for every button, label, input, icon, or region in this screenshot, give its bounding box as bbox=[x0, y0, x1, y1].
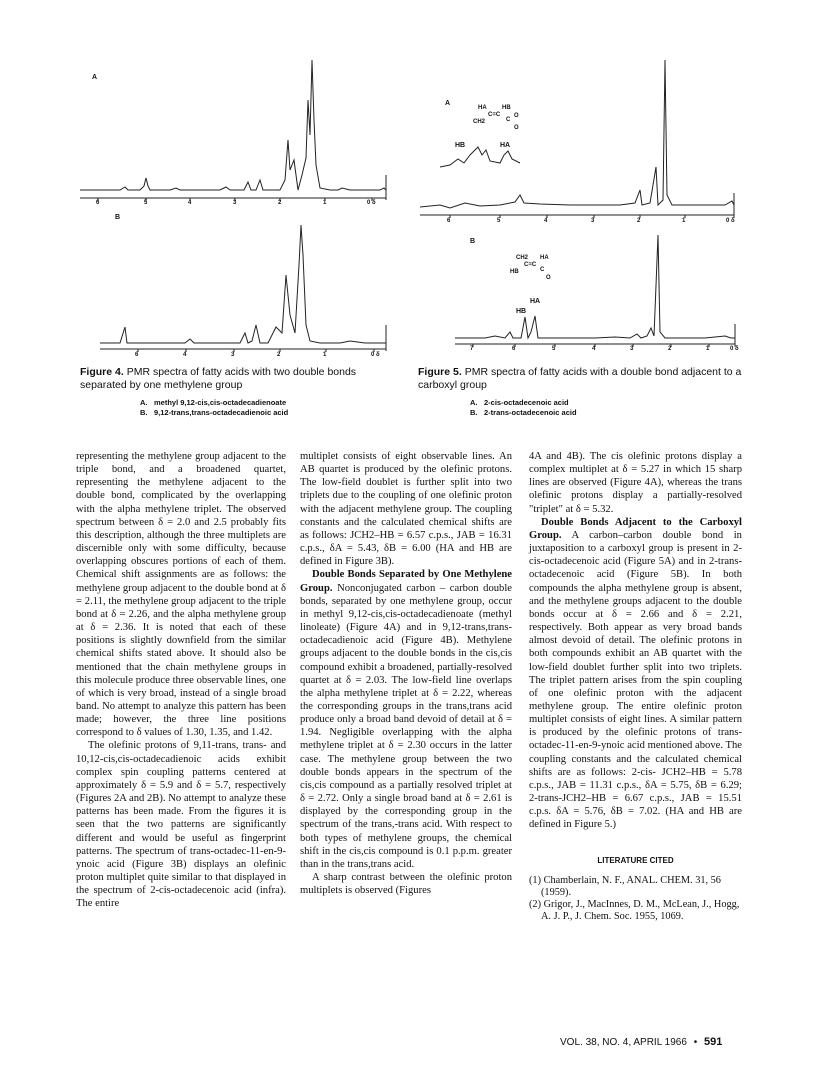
structure-atom: HA bbox=[478, 105, 487, 111]
axis-tick: 4 bbox=[188, 200, 192, 206]
legend-item: A. 2-cis-octadecenoic acid bbox=[470, 398, 569, 407]
paragraph: The olefinic protons of 9,11-trans, trans- and 10,12-cis,cis-octadecadienoic acids exhibit complex spin coupling patterns centered at approximately δ = 5.9 and δ = 5.7, respectively (Figures 2A and 2B). No attempt to analyze these patterns has been made. From the figures it is seen that the two patterns are significantly different and would be useful as fingerprint patterns. The spectrum of trans-octadec-11-en-9-ynoic acid (Figure 3B) displays an olefinic proton multiplet quite similar to that displayed in the spectrum of 2-cis-octadecenoic acid (infra). The entire bbox=[76, 740, 286, 910]
text-column-3 bbox=[529, 450, 742, 923]
figure-5-peak-label-ha-b: HA bbox=[530, 298, 541, 305]
axis-tick: 2 bbox=[637, 218, 641, 224]
axis-tick: 1 bbox=[706, 346, 710, 352]
axis-tick: 3 bbox=[231, 352, 235, 358]
axis-tick: 6 bbox=[135, 352, 139, 358]
axis-tick: 1 bbox=[682, 218, 686, 224]
axis-tick: 0 δ bbox=[371, 352, 380, 358]
page-footer bbox=[560, 1036, 722, 1048]
paragraph: multiplet consists of eight observable lines. An AB quartet is produced by the olefinic protons. The low-field doublet is further split into two triplets due to the coupling of one olefinic proton with the adjacent methylene group. The coupling constants and the calculated chemical shifts are as follows: JCH2–HB = 6.57 c.p.s., JAB = 16.31 c.p.s., δA = 5.43, δB = 6.00 (HA and HB are defined in Figure 3B). bbox=[300, 451, 512, 568]
structure-atom: HB bbox=[510, 269, 519, 275]
structure-atom: C=C bbox=[524, 262, 537, 268]
figure-5-peak-label-hb-a: HB bbox=[455, 142, 466, 149]
axis-tick: 3 bbox=[233, 200, 237, 206]
axis-tick: 5 bbox=[497, 218, 501, 224]
structure-atom: CH2 bbox=[473, 119, 486, 125]
axis-tick: 5 bbox=[144, 200, 148, 206]
axis-tick: 6 bbox=[512, 346, 516, 352]
structure-atom: O bbox=[546, 275, 551, 281]
figure-5-spectrum-b bbox=[455, 232, 745, 357]
figure-5-panel-b-label: B bbox=[470, 238, 476, 245]
reference-item: (1) Chamberlain, N. F., ANAL. CHEM. 31, 56 (1959). bbox=[529, 874, 721, 898]
section-heading: Double Bonds Adjacent to the Carboxyl Group. bbox=[529, 516, 742, 541]
figure-4-panel-b-label: B bbox=[115, 214, 121, 221]
figure-5-caption bbox=[418, 366, 748, 392]
axis-tick: 5 bbox=[552, 346, 556, 352]
legend-item: B. 9,12-trans,trans-octadecadienoic acid bbox=[140, 408, 289, 417]
structure-atom: HB bbox=[502, 105, 511, 111]
section-heading: Double Bonds Separated by One Methylene Group. bbox=[300, 569, 512, 594]
figure-5-caption-label: Figure 5. bbox=[418, 366, 462, 378]
axis-tick: 2 bbox=[668, 346, 672, 352]
axis-tick: 3 bbox=[630, 346, 634, 352]
axis-tick: 6 bbox=[447, 218, 451, 224]
axis-tick: 0 δ bbox=[730, 346, 739, 352]
figure-4-caption-text: PMR spectra of fatty acids with two double bonds separated by one methylene group bbox=[80, 366, 357, 391]
text-column-1 bbox=[76, 450, 286, 910]
figure-4-caption-label: Figure 4. bbox=[80, 366, 124, 378]
literature-cited-heading: LITERATURE CITED bbox=[597, 855, 674, 865]
paragraph: representing the methylene group adjacent to the triple bond, and a broadened quartet, representing the methylene adjacent to the double bond, complicated by the overlapping with the alpha methylene triplet. The observed spectrum between δ = 2.0 and 2.5 probably fits this description, although the three multiplets are discernible only with some difficulty, because overlapping obscures portions of each of them. Chemical shift assignments are as follows: the methylene group adjacent to the double bond at δ = 2.11, the methylene group adjacent to the triple bond at δ = 2.26, and the alpha methylene group at δ = 2.36. It is noted that each of these positions is slightly downfield from the similar chemical shifts stated above. It should also be mentioned that the chain methylene groups in this molecule produce three observable lines, one of which is very broad, instead of a single broad band. No attempt to analyze this pattern has been made; however, the three line positions correspond to δ values of 1.30, 1.35, and 1.42. bbox=[76, 451, 286, 739]
reference-item: (2) Grigor, J., MacInnes, D. M., McLean, J., Hogg, A. J. P., J. Chem. Soc. 1955, 1069. bbox=[529, 898, 740, 922]
axis-tick: 6 bbox=[96, 200, 100, 206]
legend-item: B. 2-trans-octadecenoic acid bbox=[470, 408, 577, 417]
figure-4-caption bbox=[80, 366, 400, 392]
axis-tick: 0 δ bbox=[367, 200, 376, 206]
paragraph: A sharp contrast between the olefinic proton multiplets is observed (Figures bbox=[300, 872, 512, 897]
structure-atom: O bbox=[514, 113, 519, 119]
figure-4-legend bbox=[140, 398, 288, 418]
figure-5-panel-a-label: A bbox=[445, 100, 451, 107]
structure-atom: CH2 bbox=[516, 255, 529, 261]
axis-tick: 2 bbox=[278, 200, 282, 206]
axis-tick: 2 bbox=[277, 352, 281, 358]
axis-tick: 1 bbox=[323, 200, 327, 206]
paragraph: Double Bonds Adjacent to the Carboxyl Group. A carbon–carbon double bond in juxtaposition to a carboxyl group is present in 2-cis-octadecenoic acid (Figure 5A) and in 2-trans-octadecenoic acid (Figure 5B). In both compounds the alpha methylene group is absent, and the methylene groups adjacent to the double bonds occur at δ = 2.66 and δ = 2.21, respectively. Both appear as very broad bands almost devoid of detail. The olefinic protons in both compounds exhibit an AB quartet with the low-field doublet further split into two triplets. The triplet pattern arises from the spin coupling of one olefinic proton with the adjacent methylene group. The entire olefinic proton multiplet consists of eight lines. A similar pattern is produced by the olefinic protons of trans-octadec-11-en-9-ynoic acid mentioned above. The coupling constants and the calculated chemical shifts are as follows: 2-cis- JCH2–HB = 5.78 c.p.s., JAB = 11.31 c.p.s., δA = 5.75, δB = 6.29; 2-trans-JCH2–HB = 6.67 c.p.s., JAB = 15.51 c.p.s. δA = 5.76, δB = 7.02. (HA and HB are defined in Figure 5.) bbox=[529, 516, 742, 831]
axis-tick: 4 bbox=[544, 218, 548, 224]
text-column-2 bbox=[300, 450, 512, 897]
axis-tick: 4 bbox=[592, 346, 596, 352]
axis-tick: 7 bbox=[470, 346, 474, 352]
figure-5-legend bbox=[470, 398, 577, 418]
axis-tick: 3 bbox=[591, 218, 595, 224]
paragraph: 4A and 4B). The cis olefinic protons display a complex multiplet at δ = 5.27 in which 15 sharp lines are observed (Figure 4A), whereas the trans olefinic protons display a partially-resolved "triplet" at δ = 5.32. bbox=[529, 451, 742, 515]
figure-4-panel-a-label: A bbox=[92, 74, 98, 81]
axis-tick: 0 δ bbox=[726, 218, 735, 224]
axis-tick: 4 bbox=[183, 352, 187, 358]
legend-item: A. methyl 9,12-cis,cis-octadecadienoate bbox=[140, 398, 287, 407]
journal-volume: VOL. 38, NO. 4, APRIL 1966 bbox=[560, 1037, 687, 1048]
structure-atom: C bbox=[540, 267, 545, 273]
structure-atom: C bbox=[506, 117, 511, 123]
footer-bullet: • bbox=[693, 1037, 698, 1048]
figure-4-spectrum-b bbox=[100, 215, 400, 355]
paragraph: Double Bonds Separated by One Methylene Group. Nonconjugated carbon – carbon double bonds, separated by one methylene group, occur in methyl 9,12-cis,cis-octadecadienoate (methyl linoleate) (Figure 4A) and in 9,12-trans,trans-octadecadienoic acid (Figure 4B). Methylene groups adjacent to the double bonds in the cis,cis compound exhibit a broadened, partially-resolved quartet at δ = 2.03. The low-field line overlaps the alpha methylene triplet at δ = 2.22, whereas the corresponding groups in the trans,trans acid produce only a broad band devoid of detail at δ = 1.94. Negligible overlapping with the alpha methylene triplet at δ = 2.30 occurs in the latter case. The methylene group between the two double bonds appears in the spectrum of the cis,cis compound as a partially resolved triplet at δ = 2.72. Only a single broad band at δ = 2.61 is displayed by the corresponding group in the spectrum of the trans,-trans acid. With respect to both types of methylene groups, the chemical shift in the cis,cis compound is 0.1 p.p.m. greater than in the trans,trans acid. bbox=[300, 569, 512, 870]
page-number: 591 bbox=[704, 1036, 723, 1048]
figure-5-peak-label-ha-a: HA bbox=[500, 142, 511, 149]
figure-5-spectrum-a bbox=[420, 55, 745, 230]
figure-4-spectrum-a bbox=[80, 40, 400, 210]
structure-atom: O bbox=[514, 125, 519, 131]
structure-atom: C=C bbox=[488, 112, 501, 118]
structure-atom: HA bbox=[540, 255, 549, 261]
figure-5-caption-text: PMR spectra of fatty acids with a double bond adjacent to a carboxyl group bbox=[418, 366, 742, 391]
figure-5-peak-label-hb-b: HB bbox=[516, 308, 527, 315]
axis-tick: 1 bbox=[323, 352, 327, 358]
